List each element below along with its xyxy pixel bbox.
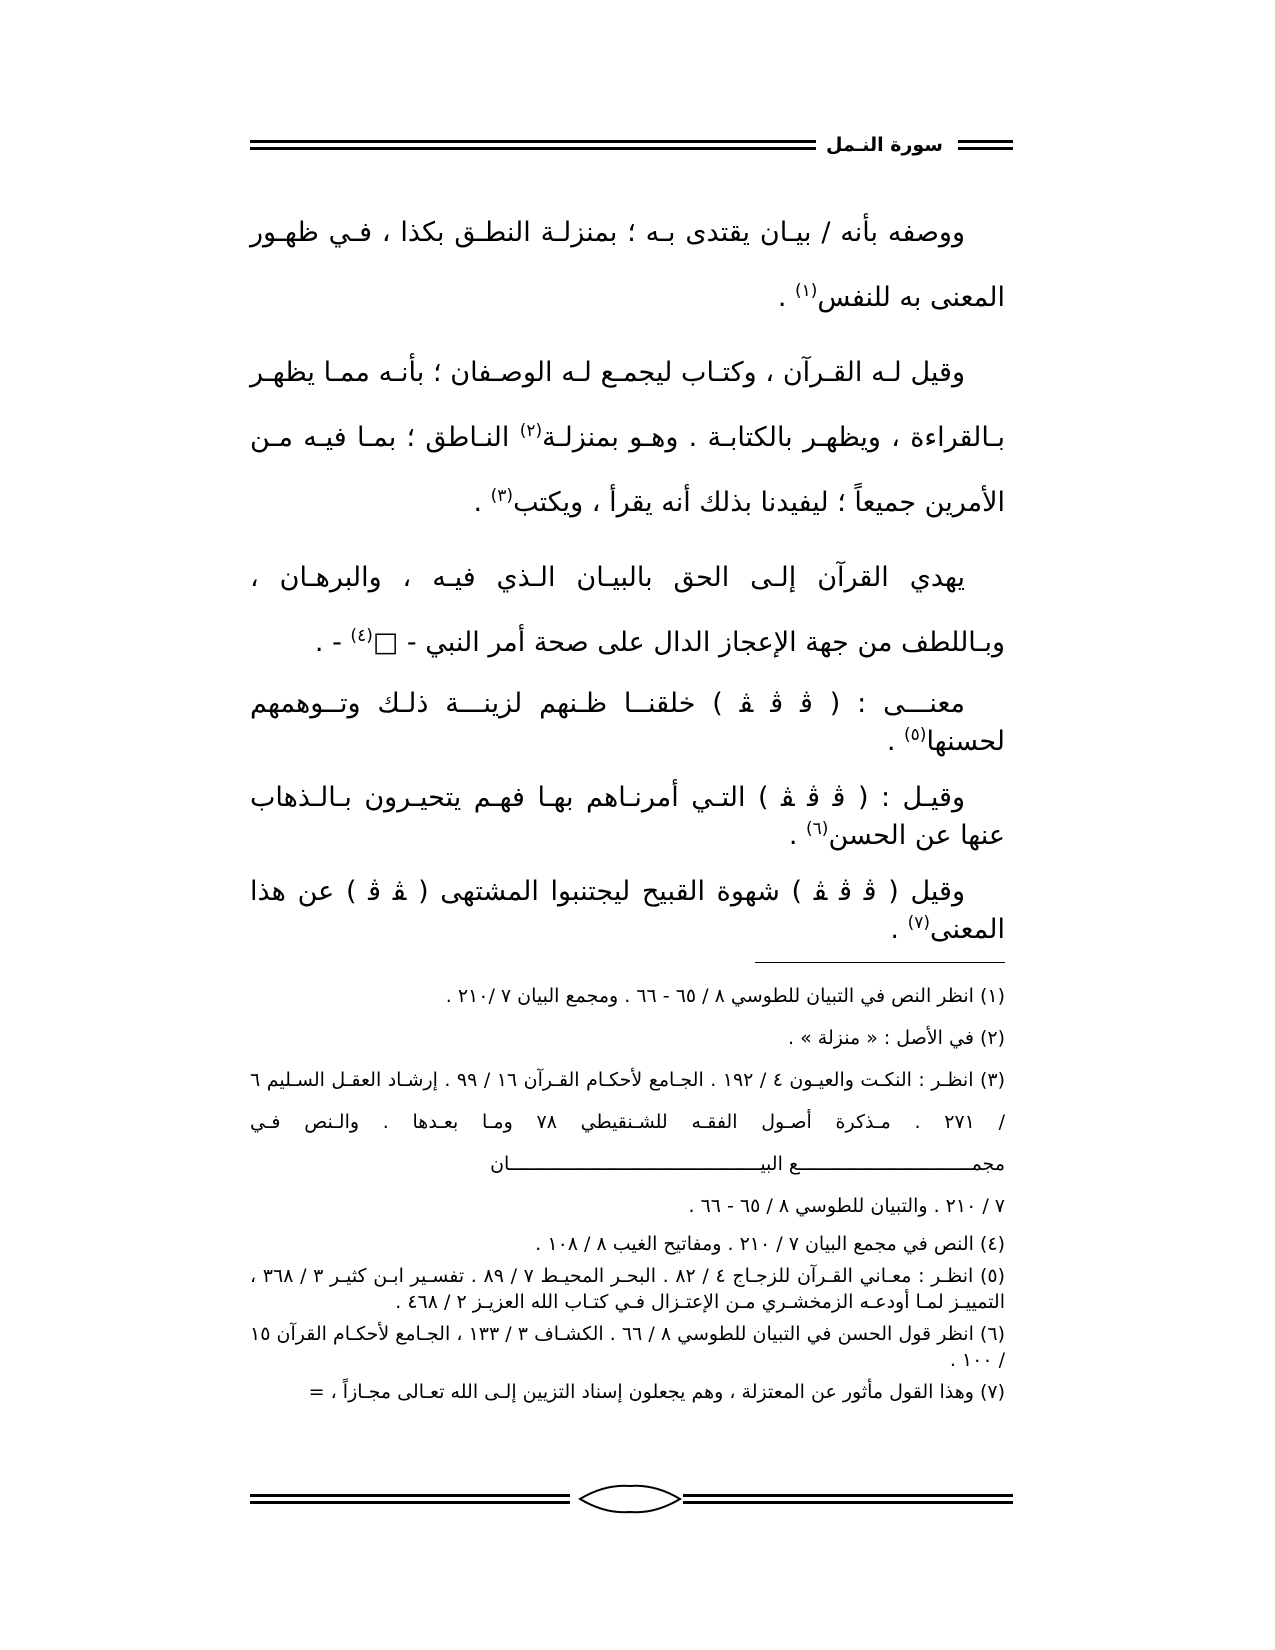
footnote-ref-3: (٣) [490,486,514,506]
footnote-ref-1: (١) [795,281,818,301]
header-rule-short [958,140,1013,150]
footnote-ref-2: (٢) [519,421,543,441]
footnote-3-continued: ٧ / ٢١٠ . والتبيان للطوسي ٨ / ٦٥ - ٦٦ . [688,1195,1005,1217]
paragraph-5: وقيـل : ( ﭬ ﭬ ﭭ ) التـي أمرنـاهم بهـا فهـم يتحيـرون بـالـذهاب عنها عن الحسن$^{(٦)}$ . [250,782,1005,851]
paragraph-3: يهدي القرآن إلـى الحق بالبيـان الـذي فيـه ، والبرهـان ، وبـاللطف من جهة الإعجاز الدال على صحة أمر النبي - □$^{(٤)}$ - . [250,562,1005,658]
footnote-6: (٦) انظر قول الحسن في التبيان للطوسي ٨ / ٦٦ . الكشـاف ٣ / ١٣٣ ، الجـامع لأحكـام القرآن ١٥ / ١٠٠ . [250,1323,1005,1371]
paragraph-2: وقيل لـه القـرآن ، وكتـاب ليجمـع لـه الوصـفان ؛ بأنـه ممـا يظهـر بـالقراءة ، ويظهـر بالكتابـة . وهـو بمنزلـة$^{(٢)}$ النـاطق ؛ بمـا فيـه مـن الأمرين جميعاً ؛ ليفيدنا بذلك أنه يقرأ ، ويكتب$^{(٣)}$ . [250,357,1006,518]
footnote-4: (٤) النص في مجمع البيان ٧ / ٢١٠ . ومفاتيح الغيب ٨ / ١٠٨ . [535,1233,1005,1255]
footnote-ref-7: (٧) [907,913,930,933]
page-title: سورة النـمل [816,130,953,160]
page-footer [250,1480,1013,1520]
paragraph-6: وقيل ( ﭬ ﭬ ﭭ ) شهوة القبيح ليجتنبوا المشتهى ( ﭭ ﭬ ) عن هذا المعنى$^{(٧)}$ . [250,876,1005,945]
footer-rule-left [250,1494,570,1504]
footnote-7: (٧) وهذا القول مأثور عن المعتزلة ، وهم يجعلون إسناد التزيين إلـى الله تعـالى مجـازاً ، = [308,1381,1005,1403]
footer-rule-right [683,1494,1013,1504]
footnote-2: (٢) في الأصل : « منزلة » . [788,1027,1005,1049]
page-header [250,130,1013,160]
footnote-1: (١) انظر النص في التبيان للطوسي ٨ / ٦٥ - ٦٦ . ومجمع البيان ٧ /٢١٠ . [445,985,1005,1007]
footnote-ref-5: (٥) [904,725,927,745]
footnotes [250,975,1005,1411]
footnote-ref-4: (٤) [350,626,373,646]
footnote-separator [755,962,1005,963]
header-rule [250,140,823,150]
footnote-3: (٣) انظـر : النكـت والعيـون ٤ / ١٩٢ . الجـامع لأحكـام القـرآن ١٦ / ٩٩ . إرشـاد العقـل السـليم ٦ / ٢٧١ . مـذكرة أصـول الفقـه للشـنقيطي ٧٨ ومـا بعـدها . والـنص فـي مجمـــــــــــــــــــــــــــــــع البيـــــــــــــــــــــــــــــــــــــــــــــان [250,1069,1006,1175]
main-text [250,200,1005,967]
paragraph-4: معنـــى : ( ﭬ ﭬ ﭭ ) خلقنــا ظـنهم لزينـــة ذلـك وتــوهمهم لحسنها$^{(٥)}$ . [250,688,1005,757]
footnote-5: (٥) انظـر : معـاني القـرآن للزجـاج ٤ / ٨٢ . البحـر المحيـط ٧ / ٨٩ . تفسـير ابـن كثيـر ٣ / ٣٦٨ ، التمييـز لمـا أودعـه الزمخشـري مـن الإعتـزال فـي كتـاب الله العزيـز ٢ / ٤٦٨ . [250,1265,1006,1313]
footnote-ref-6: (٦) [806,819,829,839]
page-number-oval-icon [575,1484,685,1514]
paragraph-1: ووصفه بأنه / بيـان يقتدى بـه ؛ بمنزلـة النطـق بكذا ، فـي ظهـور المعنى به للنفس$^{(١)}$ . [250,217,1005,313]
